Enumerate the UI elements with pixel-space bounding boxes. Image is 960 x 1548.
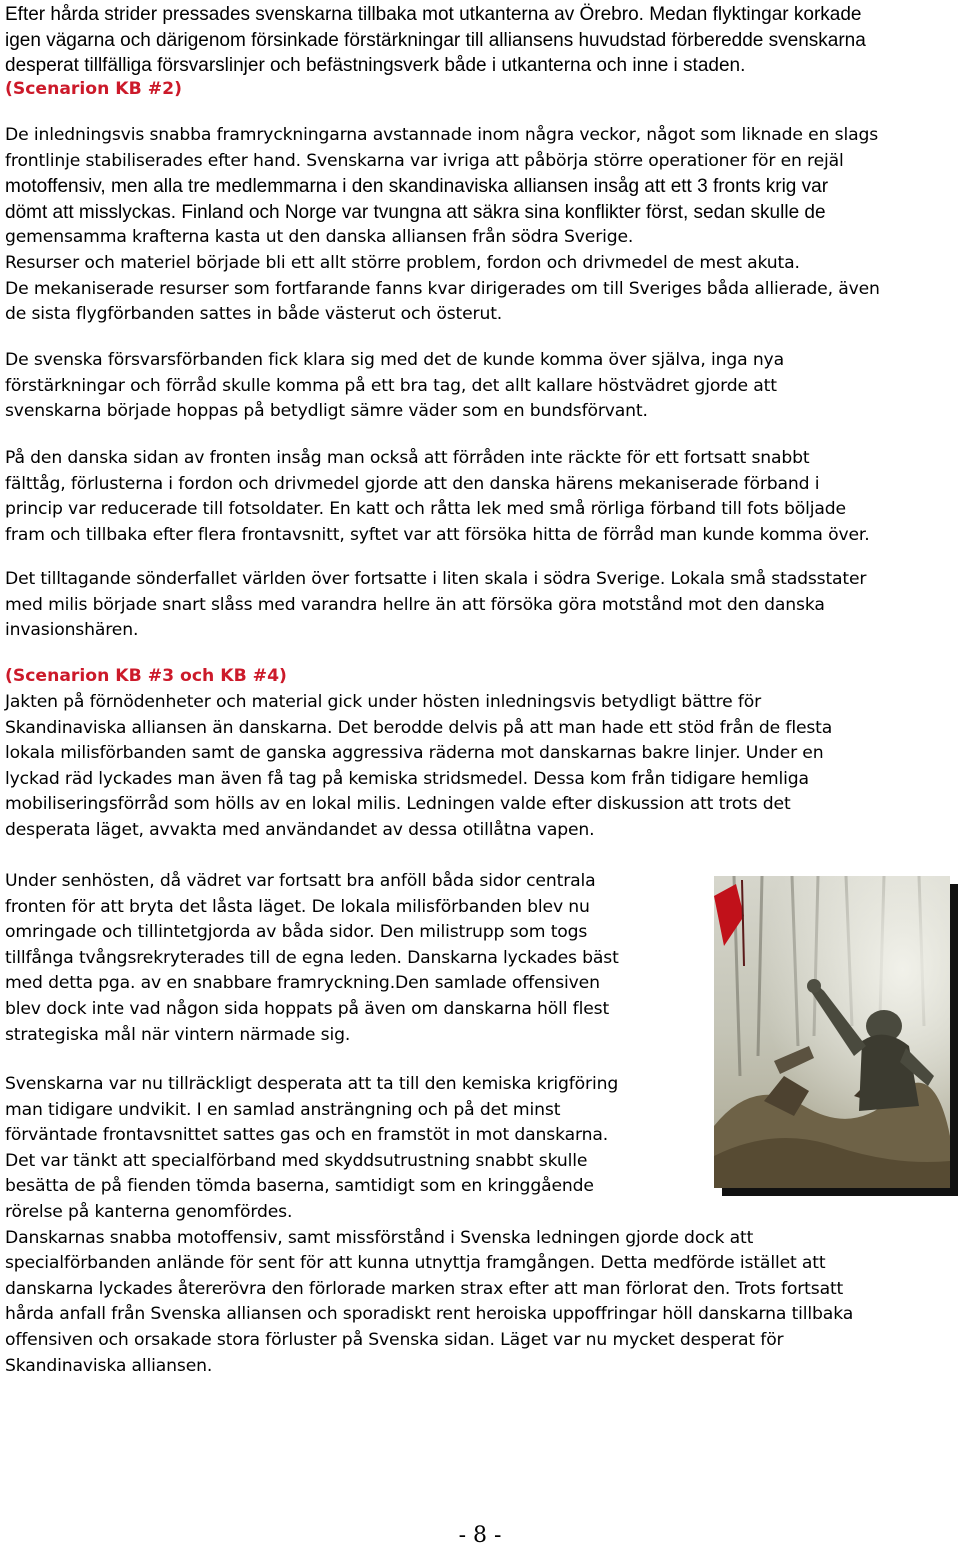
paragraph-danish-side bbox=[5, 446, 870, 548]
text-line: besätta de på fienden tömda baserna, samtidigt som en kringgående bbox=[5, 1176, 594, 1197]
text-line: blev dock inte vad någon sida hoppats på även om danskarna höll flest bbox=[5, 998, 610, 1019]
text-line: danskarna lyckades återerövra den förlorade marken strax efter att man förlorat den. Trots fortsatt bbox=[5, 1278, 844, 1299]
text-line: dömt att misslyckas. Finland och Norge var tvungna att säkra sina konflikter först, sedan skulle de bbox=[5, 201, 826, 223]
text-line: igen vägarna och därigenom försinkade förstärkningar till alliansens huvudstad förberedde svenskarna bbox=[5, 29, 866, 51]
paragraph-late-autumn bbox=[5, 869, 619, 1048]
page-number: - 8 - bbox=[458, 1523, 502, 1548]
text-line: tillfånga tvångsrekryterades till de egna leden. Danskarna lyckades bäst bbox=[5, 947, 619, 968]
text-line: fram och tillbaka efter flera frontavsnitt, syftet var att försöka hitta de förråd man kunde komma över. bbox=[5, 524, 870, 545]
text-line: gemensamma krafterna kasta ut den danska alliansen från södra Sverige. bbox=[5, 227, 634, 248]
text-line: fronten för att bryta det låsta läget. De lokala milisförbanden blev nu bbox=[5, 896, 590, 917]
text-line: desperat tillfälliga försvarslinjer och befästningsverk både i utkanterna och inne i staden. bbox=[5, 55, 746, 77]
text-line: hårda anfall från Svenska alliansen och sporadiskt rent heroiska uppoffringar höll danskarna tillbaka bbox=[5, 1304, 854, 1325]
text-line: De mekaniserade resurser som fortfarande fanns kvar dirigerades om till Sveriges båda allierade, även bbox=[5, 278, 880, 299]
paragraph-collapse bbox=[5, 567, 866, 644]
text-line: Det tilltagande sönderfallet världen över fortsatte i liten skala i södra Sverige. Lokala små stadsstater bbox=[5, 569, 867, 589]
text-line: lokala milisförbanden samt de ganska aggressiva räderna mot danskarnas bakre linjer. Under en bbox=[5, 743, 824, 764]
text-line: Danskarnas snabba motoffensiv, samt missförstånd i Svenska ledningen gjorde dock att bbox=[5, 1227, 754, 1248]
soldier-in-gas-mist-photo bbox=[714, 876, 950, 1188]
text-line: offensiven och orsakade stora förluster på Svenska sidan. Läget var nu mycket desperat för bbox=[5, 1329, 784, 1350]
text-line: förväntade frontavsnittet sattes gas och en framstöt in mot danskarna. bbox=[5, 1125, 609, 1146]
scenario-heading-kb3-kb4: (Scenarion KB #3 och KB #4) bbox=[5, 666, 287, 686]
paragraph-orebro bbox=[5, 2, 866, 79]
text-line: Resurser och materiel började bli ett allt större problem, fordon och drivmedel de mest akuta. bbox=[5, 252, 800, 273]
text-line: specialförbanden anlände för sent för att kunna utnyttja framgången. Detta medförde istället att bbox=[5, 1253, 826, 1274]
text-line: frontlinje stabiliserades efter hand. Svenskarna var ivriga att påbörja större operationer för en rejäl bbox=[5, 150, 844, 171]
text-line: fälttåg, förlusterna i fordon och drivmedel gjorde att den danska härens mekaniserade förband i bbox=[5, 473, 820, 494]
text-line: Jakten på förnödenheter och material gick under hösten inledningsvis betydligt bättre för bbox=[5, 692, 762, 712]
text-line: svenskarna började hoppas på betydligt sämre väder som en bundsförvant. bbox=[5, 401, 648, 422]
photo-frame bbox=[714, 876, 958, 1196]
text-line: lyckad räd lyckades man även få tag på kemiska stridsmedel. Dessa kom från tidigare hemliga bbox=[5, 768, 809, 789]
text-line: förstärkningar och förråd skulle komma på ett bra tag, det allt kallare höstvädret gjorde att bbox=[5, 375, 777, 396]
text-line: Under senhösten, då vädret var fortsatt bra anföll båda sidor centrala bbox=[5, 871, 596, 891]
text-line: princip var reducerade till fotsoldater. En katt och råtta lek med små rörliga förband till fots böljade bbox=[5, 499, 846, 520]
text-line: omringade och tillintetgjorda av båda sidor. Den milistrupp som togs bbox=[5, 922, 588, 943]
text-line: Skandinaviska alliansen än danskarna. Det berodde delvis på att man hade ett stöd från de flesta bbox=[5, 717, 833, 738]
paragraph-supplies bbox=[5, 690, 832, 844]
text-line: motoffensiv, men alla tre medlemmarna i den skandinaviska alliansen insåg att ett 3 fronts krig var bbox=[5, 176, 829, 198]
text-line: de sista flygförbanden sattes in både västerut och österut. bbox=[5, 304, 503, 325]
photo-illustration bbox=[714, 876, 950, 1188]
text-line: Efter hårda strider pressades svenskarna tillbaka mot utkanterna av Örebro. Medan flyktingar korkade bbox=[5, 4, 862, 25]
text-line: Skandinaviska alliansen. bbox=[5, 1355, 213, 1376]
text-line: På den danska sidan av fronten insåg man också att förråden inte räckte för ett fortsatt snabbt bbox=[5, 448, 810, 468]
paragraph-swedish-defence bbox=[5, 348, 784, 425]
text-line: De inledningsvis snabba framryckningarna avstannade inom några veckor, något som liknade en slags bbox=[5, 125, 879, 145]
text-line: Svenskarna var nu tillräckligt desperata att ta till den kemiska krigföring bbox=[5, 1074, 619, 1094]
text-line: med detta pga. av en snabbare framryckning.Den samlade offensiven bbox=[5, 973, 600, 994]
text-line: desperata läget, avvakta med användandet av dessa otillåtna vapen. bbox=[5, 819, 595, 840]
scenario-heading-kb2: (Scenarion KB #2) bbox=[5, 79, 182, 99]
text-line: Det var tänkt att specialförband med skyddsutrustning snabbt skulle bbox=[5, 1150, 588, 1171]
text-line: invasionshären. bbox=[5, 620, 139, 641]
text-line: man tidigare undvikit. I en samlad ansträngning och på det minst bbox=[5, 1099, 561, 1120]
text-line: strategiska mål när vintern närmade sig. bbox=[5, 1024, 351, 1045]
text-line: mobiliseringsförråd som hölls av en lokal milis. Ledningen valde efter diskussion att trots det bbox=[5, 794, 791, 815]
text-line: med milis började snart slåss med varandra hellre än att försöka göra motstånd mot den danska bbox=[5, 594, 825, 615]
paragraph-frontline bbox=[5, 123, 880, 328]
text-line: rörelse på kanterna genomfördes. bbox=[5, 1201, 293, 1222]
text-line: De svenska försvarsförbanden fick klara sig med det de kunde komma över själva, inga nya bbox=[5, 350, 784, 370]
